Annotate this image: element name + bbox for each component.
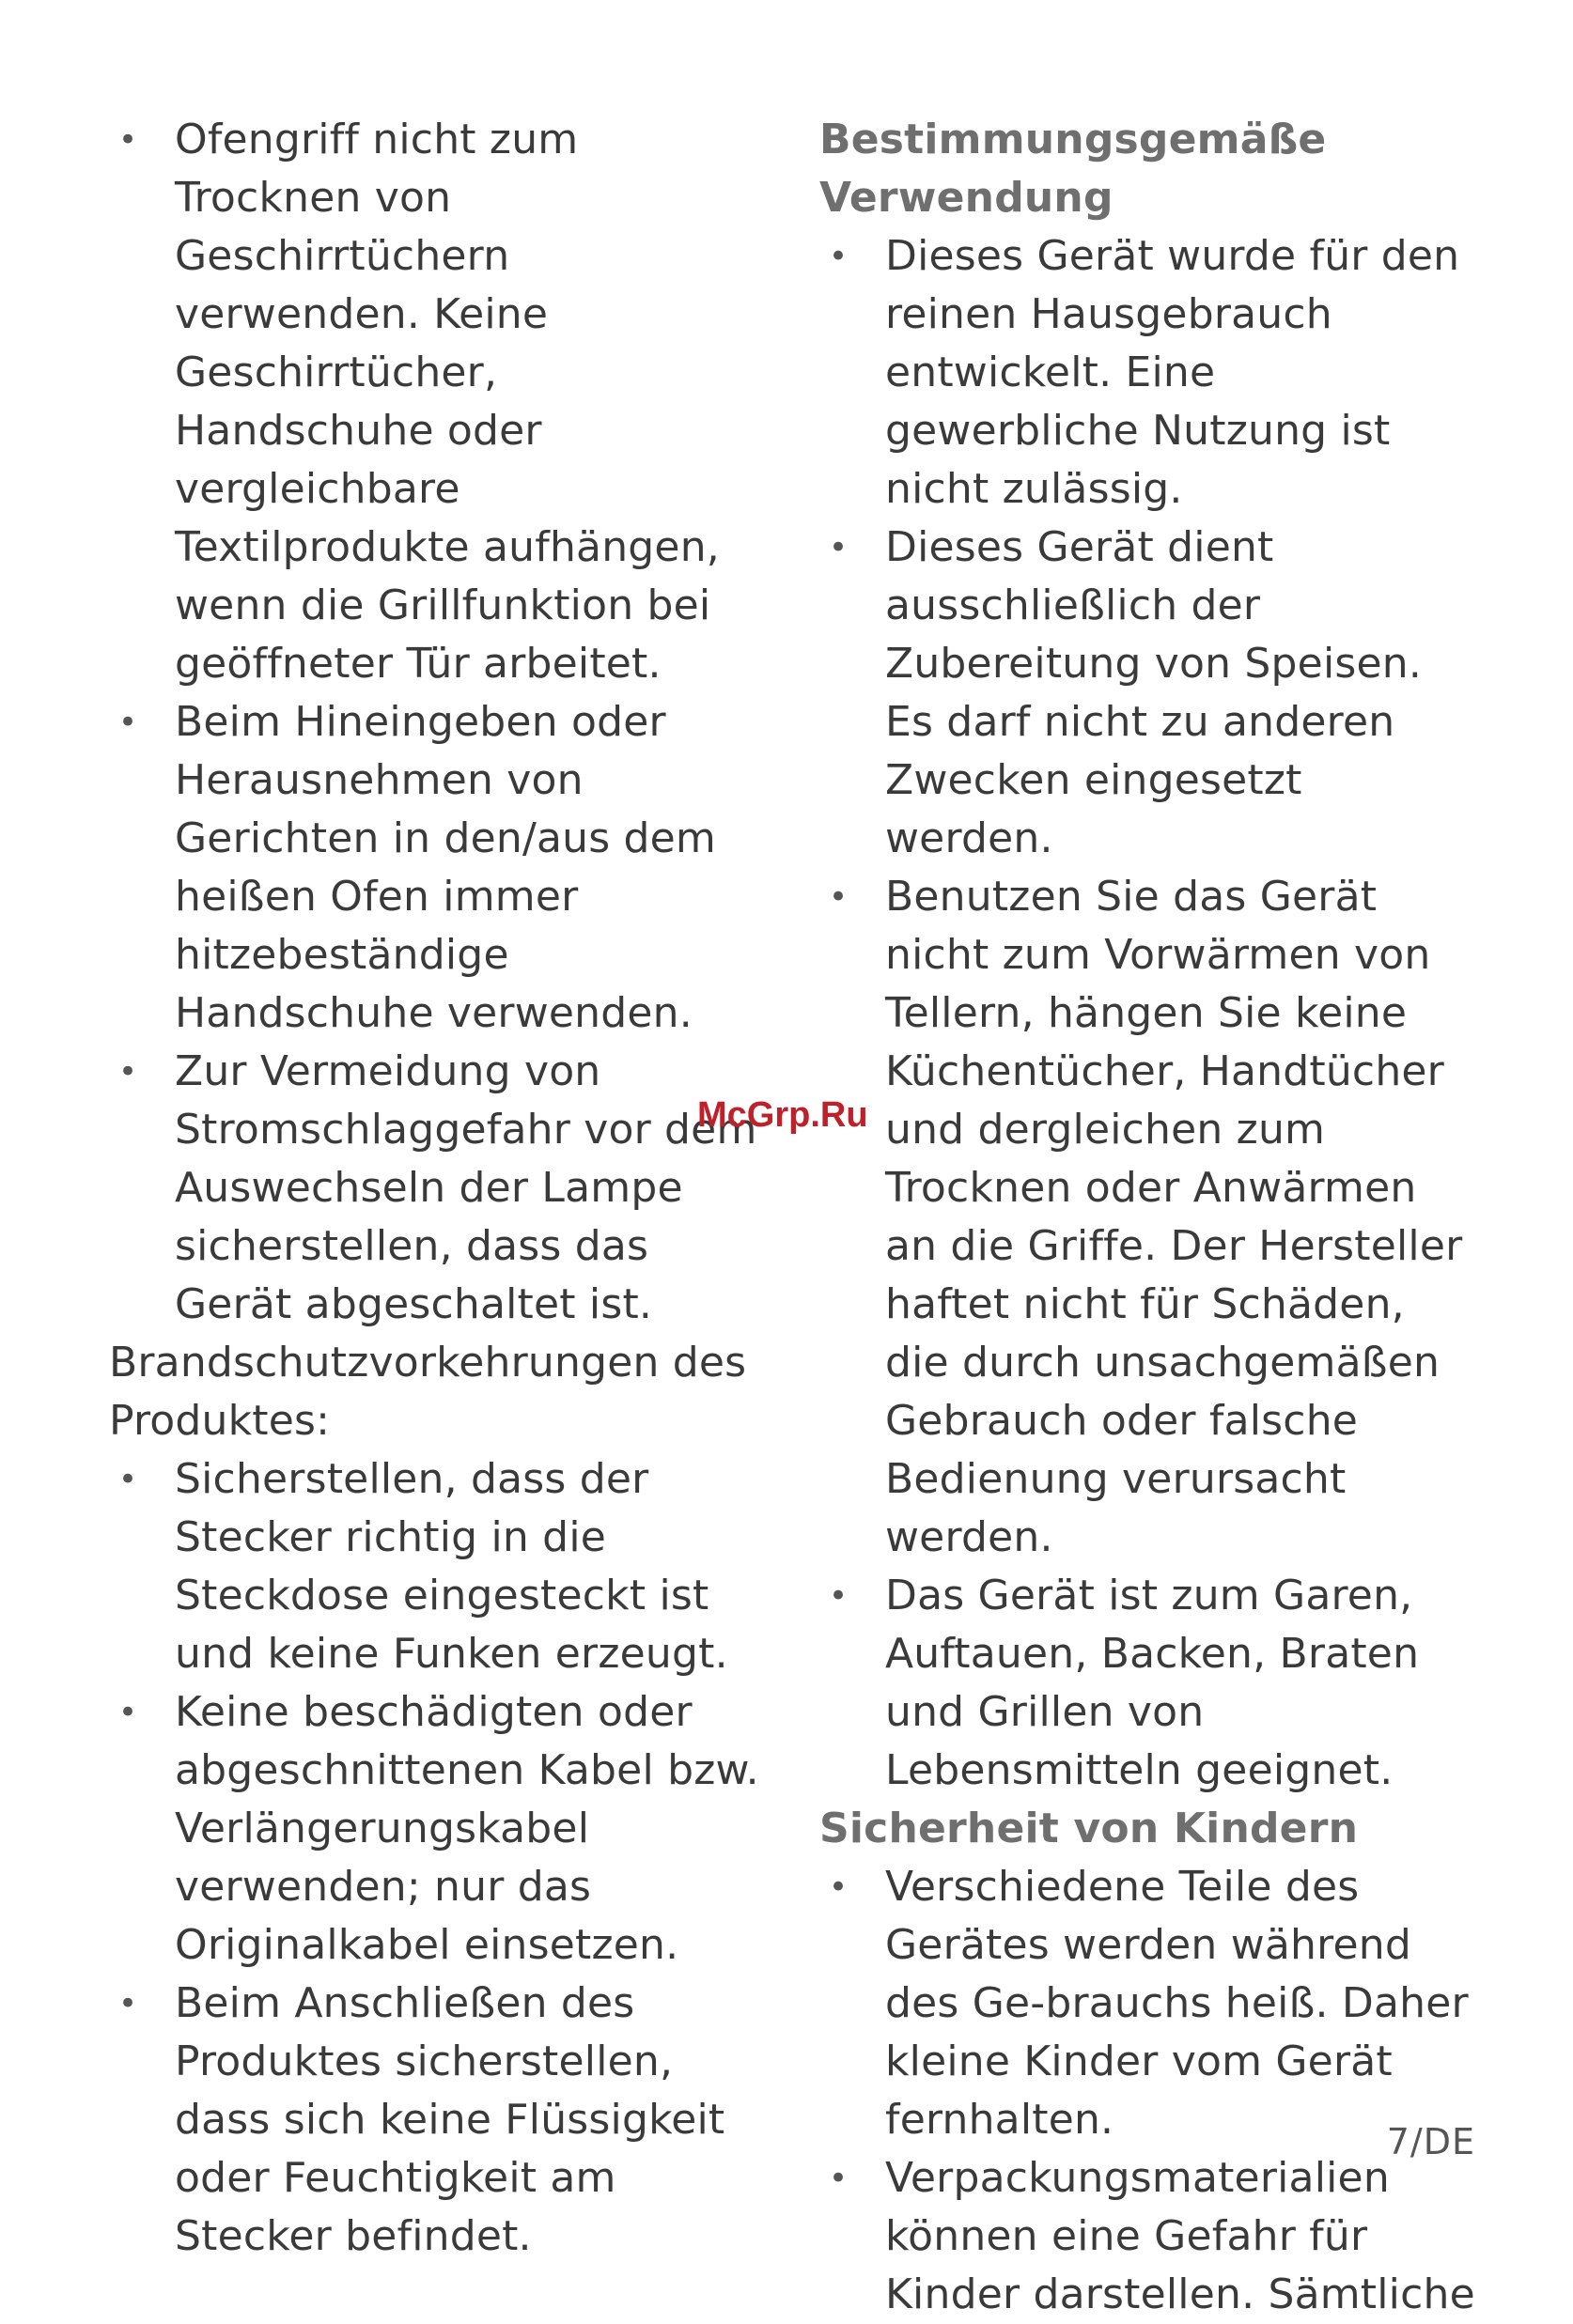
intended-use-heading: Bestimmungsgemäße Verwendung (819, 116, 1327, 222)
list-item: • Beim Hineingeben oder Herausnehmen von Gerichten in den/aus dem heißen Ofen immer hitzebeständige Handschuhe verwenden. (109, 693, 767, 1043)
list-item: • Verpackungsmaterialien können eine Gefahr für Kinder darstellen. Sämtliche (819, 2149, 1477, 2324)
watermark: McGrp.Ru (697, 1095, 868, 1135)
list-item: • Zur Vermeidung von Stromschlaggefahr vor dem Auswechseln der Lampe sicherstellen, dass das Gerät abgeschaltet ist. (109, 1043, 767, 1334)
list-item: • Ofengriff nicht zum Trocknen von Geschirrtüchern verwenden. Keine Geschirrtücher, Handschuhe oder vergleichbare Textilprodukte aufhängen, wenn die Grillfunktion bei geöffneter Tür arbeitet. (109, 111, 767, 693)
list-item: • Benutzen Sie das Gerät nicht zum Vorwärmen von Tellern, hängen Sie keine Küchentücher, Handtücher und dergleichen zum Trocknen oder Anwärmen an die Griffe. Der Hersteller haftet nicht für Schäden, die durch unsachgemäßen Gebrauch oder falsche Bedienung verursacht werden. (819, 868, 1477, 1567)
safety-list-oven (109, 111, 767, 1334)
list-item: • Keine beschädigten oder abgeschnittenen Kabel bzw. Verlängerungskabel verwenden; nur das Originalkabel einsetzen. (109, 1683, 767, 1975)
left-column (109, 111, 767, 2266)
list-item: • Das Gerät ist zum Garen, Auftauen, Backen, Braten und Grillen von Lebensmitteln geeignet. (819, 1567, 1477, 1800)
fire-protection-label: Brandschutzvorkehrungen des Produktes: (109, 1339, 747, 1445)
right-column (819, 111, 1477, 2324)
child-safety-heading: Sicherheit von Kindern (819, 1805, 1359, 1852)
list-item: • Verschiedene Teile des Gerätes werden während des Ge-brauchs heiß. Daher kleine Kinder vom Gerät fernhalten. (819, 1858, 1477, 2149)
list-item: • Dieses Gerät dient ausschließlich der Zubereitung von Speisen. Es darf nicht zu anderen Zwecken eingesetzt werden. (819, 519, 1477, 868)
list-item: • Sicherstellen, dass der Stecker richtig in die Steckdose eingesteckt ist und keine Funken erzeugt. (109, 1450, 767, 1683)
list-item: • Dieses Gerät wurde für den reinen Hausgebrauch entwickelt. Eine gewerbliche Nutzung ist nicht zulässig. (819, 227, 1477, 519)
intended-use-list (819, 227, 1477, 1800)
child-safety-list (819, 1858, 1477, 2324)
list-item: • Beim Anschließen des Produktes sicherstellen, dass sich keine Flüssigkeit oder Feuchtigkeit am Stecker befindet. (109, 1975, 767, 2266)
fire-protection-list (109, 1450, 767, 2266)
page-number: 7/DE (1386, 2121, 1475, 2162)
